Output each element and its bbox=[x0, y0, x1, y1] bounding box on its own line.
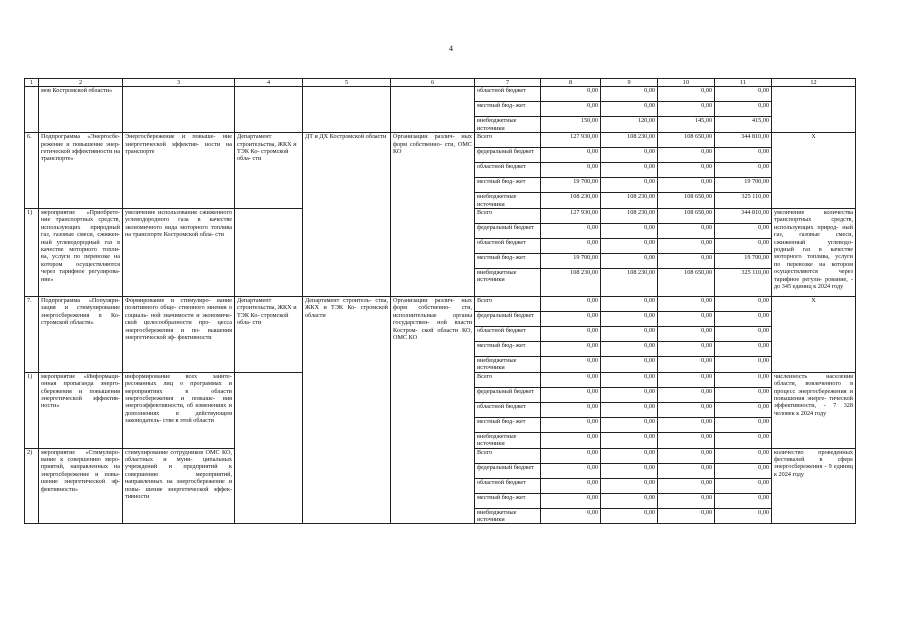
value-cell: 0,00 bbox=[658, 148, 715, 163]
value-cell: 415,00 bbox=[715, 117, 772, 133]
value-cell: 0,00 bbox=[658, 163, 715, 178]
co-executor: Департамент строитель- ства, ЖКХ и ТЭК Ко- стромской области bbox=[303, 297, 391, 524]
value-cell: 108 650,00 bbox=[658, 269, 715, 297]
value-cell: 0,00 bbox=[601, 239, 658, 254]
responsible-executor: Департамент строительства, ЖКХ и ТЭК Ко- стромской обла- сти bbox=[235, 133, 303, 209]
value-cell: 0,00 bbox=[715, 432, 772, 448]
co-executor: ДТ и ДХ Костромской области bbox=[303, 133, 391, 297]
value-cell: 0,00 bbox=[658, 463, 715, 478]
value-cell: 0,00 bbox=[658, 508, 715, 524]
value-cell: 0,00 bbox=[658, 493, 715, 508]
value-cell: 0,00 bbox=[541, 417, 601, 432]
value-cell: 0,00 bbox=[601, 478, 658, 493]
value-cell: 108 650,00 bbox=[658, 133, 715, 148]
fund-source: внебюджетные источники bbox=[475, 432, 541, 448]
value-cell: 0,00 bbox=[658, 224, 715, 239]
value-cell: 120,00 bbox=[601, 117, 658, 133]
value-cell: 0,00 bbox=[715, 342, 772, 357]
fund-source: областной бюджет bbox=[475, 478, 541, 493]
value-cell: 0,00 bbox=[715, 297, 772, 312]
value-cell: 0,00 bbox=[658, 448, 715, 463]
col-number: 12 bbox=[772, 79, 856, 87]
value-cell: 0,00 bbox=[541, 239, 601, 254]
col-number: 1 bbox=[25, 79, 39, 87]
value-cell: 0,00 bbox=[601, 178, 658, 193]
value-cell: 0,00 bbox=[541, 163, 601, 178]
value-cell: 0,00 bbox=[658, 372, 715, 387]
value-cell: 0,00 bbox=[658, 254, 715, 269]
col-number: 4 bbox=[235, 79, 303, 87]
value-cell: 127 930,00 bbox=[541, 209, 601, 224]
fund-source: местный бюд- жет bbox=[475, 417, 541, 432]
fund-source: федеральный бюджет bbox=[475, 148, 541, 163]
value-cell: 0,00 bbox=[601, 254, 658, 269]
value-cell: 0,00 bbox=[541, 224, 601, 239]
value-cell: 0,00 bbox=[715, 357, 772, 373]
value-cell: 0,00 bbox=[601, 387, 658, 402]
fund-source: областной бюджет bbox=[475, 87, 541, 102]
value-cell: 0,00 bbox=[601, 357, 658, 373]
value-cell: 0,00 bbox=[541, 402, 601, 417]
value-cell: 0,00 bbox=[715, 327, 772, 342]
value-cell: 0,00 bbox=[715, 448, 772, 463]
value-cell: 0,00 bbox=[715, 372, 772, 387]
value-cell: 0,00 bbox=[601, 297, 658, 312]
value-cell: 150,00 bbox=[541, 117, 601, 133]
fund-source: местный бюд- жет bbox=[475, 102, 541, 117]
fund-source: местный бюд- жет bbox=[475, 493, 541, 508]
value-cell: 19 700,00 bbox=[715, 178, 772, 193]
col-number: 10 bbox=[658, 79, 715, 87]
value-cell: 0,00 bbox=[541, 508, 601, 524]
table-row bbox=[25, 297, 856, 312]
value-cell: 0,00 bbox=[658, 178, 715, 193]
value-cell: 0,00 bbox=[658, 387, 715, 402]
fund-source: Всего bbox=[475, 209, 541, 224]
value-cell: 108 230,00 bbox=[601, 209, 658, 224]
value-cell: 0,00 bbox=[715, 402, 772, 417]
page-number: 4 bbox=[449, 44, 453, 53]
value-cell: 0,00 bbox=[601, 312, 658, 327]
fund-source: внебюджетные источники bbox=[475, 193, 541, 209]
value-cell: 108 230,00 bbox=[541, 269, 601, 297]
activity-goal: информирование всех заинте- ресованных лиц о программах и мероприятиях в области энергосбережения и повыше- ния энергоэффективности, об изменениях и дополнениях в действующем законодатель- стве в этой области bbox=[123, 372, 235, 448]
value-cell: 0,00 bbox=[658, 478, 715, 493]
value-cell: 325 110,00 bbox=[715, 193, 772, 209]
value-cell: 0,00 bbox=[715, 312, 772, 327]
result-cell: X bbox=[772, 133, 856, 209]
value-cell: 0,00 bbox=[601, 493, 658, 508]
activity-goal: стимулирование сотрудников ОМС КО, областных и муни- ципальных учреждений и предприятий к совершению мероприятий, направленных на энергосбережение и повы- шение энергетической эффек- тивности bbox=[123, 448, 235, 524]
result-cell: X bbox=[772, 297, 856, 373]
subprogram-goal: Энергосбережение и повыше- ние энергетической эффектив- ности на транспорте bbox=[123, 133, 235, 209]
value-cell: 0,00 bbox=[601, 327, 658, 342]
value-cell: 0,00 bbox=[541, 148, 601, 163]
value-cell: 0,00 bbox=[715, 387, 772, 402]
value-cell: 0,00 bbox=[541, 372, 601, 387]
value-cell: 0,00 bbox=[541, 87, 601, 102]
value-cell: 0,00 bbox=[541, 312, 601, 327]
col-number: 9 bbox=[601, 79, 658, 87]
value-cell: 0,00 bbox=[601, 102, 658, 117]
fund-source: местный бюд- жет bbox=[475, 342, 541, 357]
value-cell: 0,00 bbox=[715, 102, 772, 117]
subprogram-goal: Формирование и стимулиро- вание позитивного обще- ственного мнения о социаль- ной значимости и экономиче- ской целесообразности про- цесса энергосбережения и по- вышения энергетической эф- фективности bbox=[123, 297, 235, 373]
fund-source: федеральный бюджет bbox=[475, 387, 541, 402]
value-cell: 0,00 bbox=[601, 163, 658, 178]
value-cell: 19 700,00 bbox=[541, 178, 601, 193]
value-cell: 108 650,00 bbox=[658, 193, 715, 209]
value-cell: 0,00 bbox=[601, 463, 658, 478]
value-cell: 344 810,00 bbox=[715, 209, 772, 224]
activity-number: 2) bbox=[25, 448, 39, 524]
fund-source: местный бюд- жет bbox=[475, 254, 541, 269]
col-number: 11 bbox=[715, 79, 772, 87]
column-number-row bbox=[25, 79, 856, 87]
value-cell: 0,00 bbox=[541, 493, 601, 508]
value-cell: 0,00 bbox=[601, 402, 658, 417]
activity-number: 1) bbox=[25, 209, 39, 297]
value-cell: 0,00 bbox=[601, 508, 658, 524]
value-cell: 0,00 bbox=[715, 163, 772, 178]
value-cell: 0,00 bbox=[541, 297, 601, 312]
subprogram-name: Подпрограмма «Энергосбе- режение и повышение энер- гетической эффективности на транспорте» bbox=[39, 133, 123, 209]
participants: Организации различ- ных форм собственно- сти, исполнительные органы государствен- ной власти Костром- ской области КО, ОМС КО bbox=[391, 297, 475, 524]
value-cell: 0,00 bbox=[715, 148, 772, 163]
activity-number: 1) bbox=[25, 372, 39, 448]
value-cell: 108 230,00 bbox=[601, 193, 658, 209]
value-cell: 0,00 bbox=[715, 478, 772, 493]
value-cell: 0,00 bbox=[715, 239, 772, 254]
section-number: 7. bbox=[25, 297, 39, 373]
value-cell: 0,00 bbox=[601, 417, 658, 432]
value-cell: 0,00 bbox=[658, 432, 715, 448]
continued-name: мов Костромской области» bbox=[39, 87, 123, 133]
value-cell: 0,00 bbox=[715, 463, 772, 478]
value-cell: 0,00 bbox=[541, 357, 601, 373]
fund-source: внебюджетные источники bbox=[475, 269, 541, 297]
value-cell: 19 700,00 bbox=[715, 254, 772, 269]
value-cell: 0,00 bbox=[601, 448, 658, 463]
col-number: 7 bbox=[475, 79, 541, 87]
activity-name: мероприятие «Информаци- онная пропаганда энерго- сбережения и повышения энергетической эффектив- ности» bbox=[39, 372, 123, 448]
value-cell: 0,00 bbox=[715, 224, 772, 239]
value-cell: 0,00 bbox=[658, 312, 715, 327]
col-number: 8 bbox=[541, 79, 601, 87]
value-cell: 0,00 bbox=[658, 102, 715, 117]
value-cell: 0,00 bbox=[658, 417, 715, 432]
fund-source: областной бюджет bbox=[475, 327, 541, 342]
value-cell: 0,00 bbox=[658, 87, 715, 102]
value-cell: 0,00 bbox=[715, 508, 772, 524]
col-number: 5 bbox=[303, 79, 391, 87]
fund-source: внебюджетные источники bbox=[475, 117, 541, 133]
value-cell: 108 230,00 bbox=[601, 133, 658, 148]
fund-source: внебюджетные источники bbox=[475, 357, 541, 373]
fund-source: Всего bbox=[475, 372, 541, 387]
value-cell: 0,00 bbox=[541, 432, 601, 448]
value-cell: 127 930,00 bbox=[541, 133, 601, 148]
result-cell: численность населения области, вовлеченного в процесс энергосбережения и повышения энерге- тической эффективности, - 7 328 человек к 2024 году bbox=[772, 372, 856, 448]
activity-name: мероприятие «Приобрете- ние транспортных средств, использующих природный газ, газовые смеси, сжижен- ный углеводородный газ в качестве моторного топли- ва, услуги по перевозке на котором осуществляются через тарифное регулирова- ние» bbox=[39, 209, 123, 297]
table-row bbox=[25, 133, 856, 148]
value-cell: 0,00 bbox=[541, 327, 601, 342]
value-cell: 0,00 bbox=[541, 448, 601, 463]
value-cell: 0,00 bbox=[715, 493, 772, 508]
value-cell: 19 700,00 bbox=[541, 254, 601, 269]
fund-source: Всего bbox=[475, 297, 541, 312]
responsible-executor: Департамент строительства, ЖКХ и ТЭК Ко- стромской обла- сти bbox=[235, 297, 303, 373]
fund-source: федеральный бюджет bbox=[475, 312, 541, 327]
value-cell: 0,00 bbox=[601, 342, 658, 357]
value-cell: 0,00 bbox=[658, 357, 715, 373]
value-cell: 0,00 bbox=[541, 387, 601, 402]
program-table bbox=[24, 78, 856, 524]
col-number: 6 bbox=[391, 79, 475, 87]
value-cell: 0,00 bbox=[658, 402, 715, 417]
activity-goal: увеличение использования сжиженного углеводородного газа в качестве экономичного вида моторного топлива на транспорте Костромской обла- сти bbox=[123, 209, 235, 297]
fund-source: областной бюджет bbox=[475, 402, 541, 417]
fund-source: областной бюджет bbox=[475, 163, 541, 178]
fund-source: местный бюд- жет bbox=[475, 178, 541, 193]
value-cell: 0,00 bbox=[601, 372, 658, 387]
value-cell: 0,00 bbox=[601, 432, 658, 448]
value-cell: 0,00 bbox=[541, 342, 601, 357]
participants: Организации различ- ных форм собственно- сти, ОМС КО bbox=[391, 133, 475, 297]
value-cell: 0,00 bbox=[541, 463, 601, 478]
value-cell: 0,00 bbox=[601, 224, 658, 239]
value-cell: 0,00 bbox=[658, 239, 715, 254]
fund-source: Всего bbox=[475, 448, 541, 463]
value-cell: 145,00 bbox=[658, 117, 715, 133]
fund-source: Всего bbox=[475, 133, 541, 148]
table-row bbox=[25, 87, 856, 102]
result-cell: увеличение количества транспортных средств, использующих природ- ный газ, газовые смеси, сжиженный углеводо- родный газ в качестве моторного топлива, услуги по перевозке на котором осуществляются через тарифное регули- рование, - до 345 единиц к 2024 году bbox=[772, 209, 856, 297]
subprogram-name: Подпрограмма «Популяри- зация и стимулирование энергосбережения в Ко- стромской области» bbox=[39, 297, 123, 373]
value-cell: 0,00 bbox=[601, 87, 658, 102]
section-number: 6. bbox=[25, 133, 39, 209]
fund-source: областной бюджет bbox=[475, 239, 541, 254]
col-number: 2 bbox=[39, 79, 123, 87]
value-cell: 0,00 bbox=[658, 327, 715, 342]
value-cell: 0,00 bbox=[715, 417, 772, 432]
value-cell: 0,00 bbox=[658, 342, 715, 357]
fund-source: федеральный бюджет bbox=[475, 224, 541, 239]
fund-source: внебюджетные источники bbox=[475, 508, 541, 524]
value-cell: 344 810,00 bbox=[715, 133, 772, 148]
value-cell: 325 110,00 bbox=[715, 269, 772, 297]
value-cell: 0,00 bbox=[715, 87, 772, 102]
value-cell: 0,00 bbox=[541, 478, 601, 493]
value-cell: 0,00 bbox=[658, 297, 715, 312]
value-cell: 108 230,00 bbox=[601, 269, 658, 297]
value-cell: 0,00 bbox=[541, 102, 601, 117]
fund-source: федеральный бюджет bbox=[475, 463, 541, 478]
col-number: 3 bbox=[123, 79, 235, 87]
value-cell: 108 650,00 bbox=[658, 209, 715, 224]
result-cell: количество проведенных фестивалей в сфере энергосбережения - 9 единиц к 2024 году bbox=[772, 448, 856, 524]
value-cell: 0,00 bbox=[601, 148, 658, 163]
activity-name: мероприятие «Стимулиро- вание к совершению меро- приятий, направленных на энергосбережение и повы- шение энергетической эф- фективности» bbox=[39, 448, 123, 524]
value-cell: 108 230,00 bbox=[541, 193, 601, 209]
